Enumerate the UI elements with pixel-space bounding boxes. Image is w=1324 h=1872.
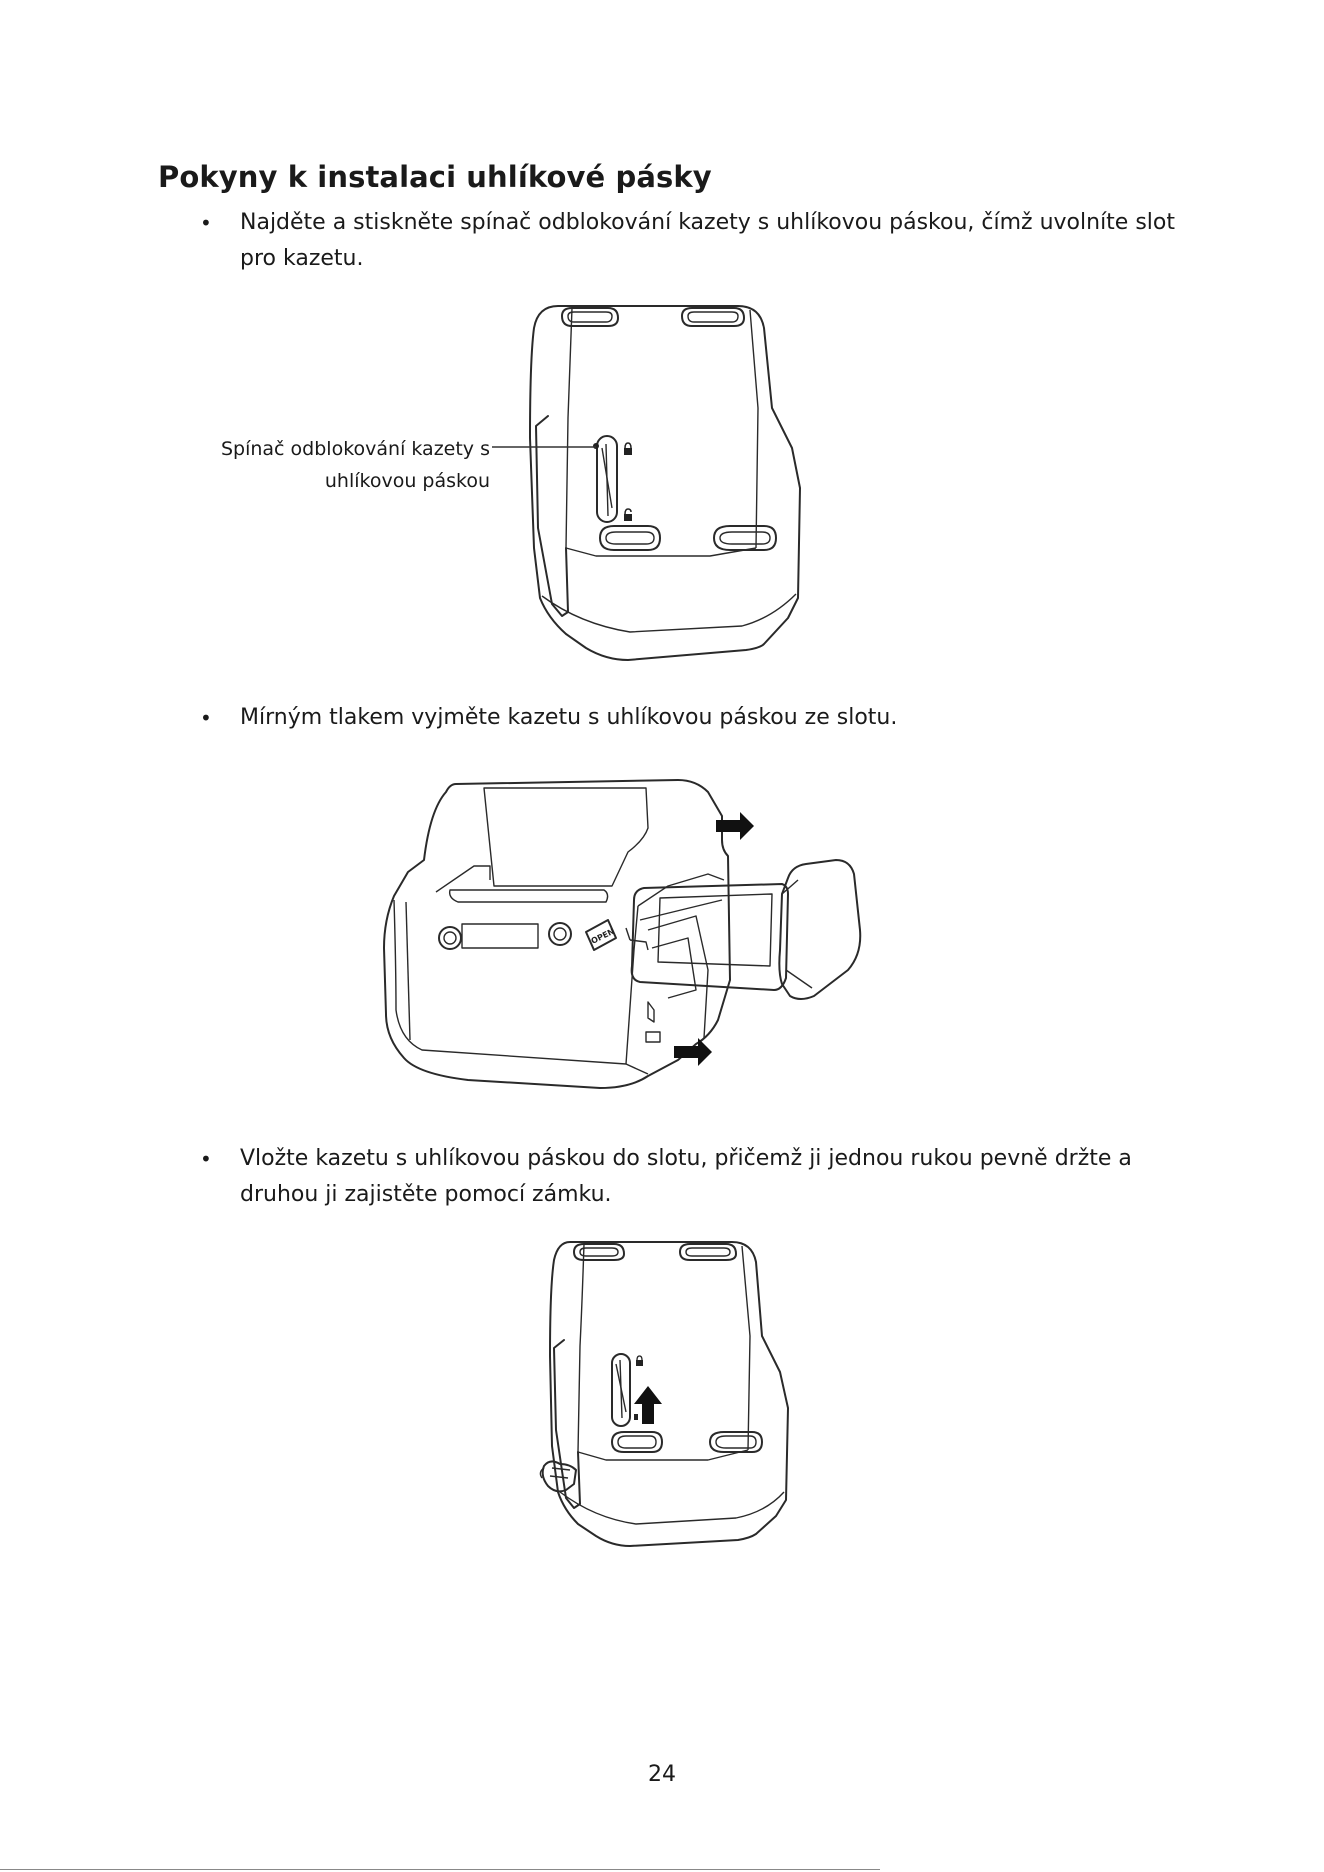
callout-line-1: Spínač odblokování kazety s bbox=[220, 438, 490, 460]
page-title: Pokyny k instalaci uhlíkové pásky bbox=[158, 160, 712, 194]
lock-icon bbox=[624, 443, 632, 455]
step-1-text: Najděte a stiskněte spínač odblokování kazety s uhlíkovou páskou, čímž uvolníte slot pro kazetu. bbox=[240, 210, 1175, 271]
arrow-right-icon bbox=[674, 1038, 712, 1066]
step-3-text: Vložte kazetu s uhlíkovou páskou do slotu, přičemž ji jednou rukou pevně držte a druhou ji zajistěte pomocí zámku. bbox=[240, 1146, 1132, 1207]
bullet-marker: • bbox=[200, 1147, 212, 1171]
bullet-marker: • bbox=[200, 706, 212, 730]
figure-remove-cartridge bbox=[378, 770, 958, 1095]
callout-line-2: uhlíkovou páskou bbox=[324, 470, 490, 492]
arrow-up-icon bbox=[634, 1386, 662, 1424]
bullet-marker: • bbox=[200, 211, 212, 235]
page-number: 24 bbox=[648, 1762, 676, 1787]
callout-label bbox=[200, 433, 490, 497]
callout-leader-line bbox=[492, 443, 602, 451]
step-2-text: Mírným tlakem vyjměte kazetu s uhlíkovou páskou ze slotu. bbox=[240, 705, 898, 730]
open-button-label: OPEN bbox=[589, 926, 616, 946]
open-button bbox=[586, 920, 616, 950]
figure-release-switch bbox=[510, 298, 810, 670]
figure-insert-cartridge bbox=[530, 1236, 800, 1548]
footer-divider bbox=[0, 1869, 880, 1870]
unlock-icon bbox=[624, 509, 632, 521]
lock-icon bbox=[636, 1356, 643, 1366]
